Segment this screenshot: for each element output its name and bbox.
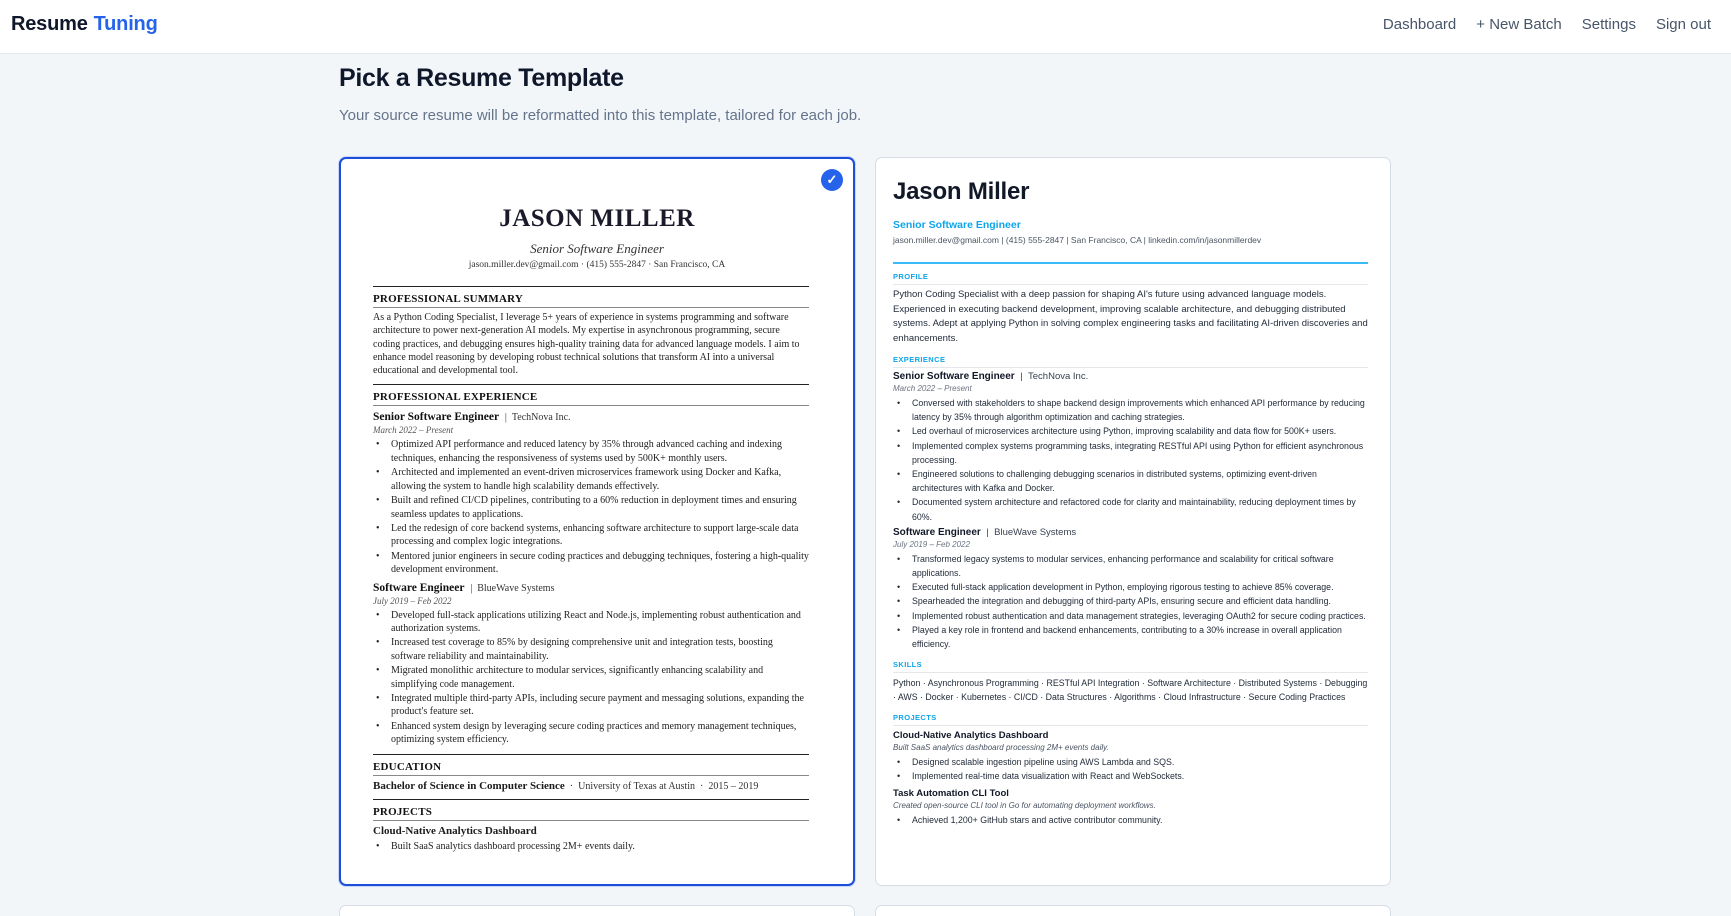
resume-body (373, 286, 809, 854)
job-title: Senior Software Engineer | TechNova Inc. (893, 371, 1089, 382)
page-title: Pick a Resume Template (339, 64, 624, 92)
list-item: • Led overhaul of microservices architecture using Python, improving scalability and data flow for 500K+ users. (893, 424, 1368, 438)
project-bullets (893, 813, 1368, 827)
list-item: • Documented system architecture and refactored code for clarity and maintainability, reducing deployment times by 60%. (893, 495, 1368, 523)
job-bullets (373, 609, 809, 747)
job-title: Software Engineer | BlueWave Systems (373, 581, 555, 594)
resume-contact: jason.miller.dev@gmail.com | (415) 555-2847 | San Francisco, CA | linkedin.com/in/jasonmillerdev (893, 235, 1262, 245)
template-card-4[interactable] (875, 905, 1391, 916)
template-card-3[interactable] (339, 905, 855, 916)
project-name: Task Automation CLI Tool (893, 787, 1009, 799)
list-item: • Implemented complex systems programming tasks, integrating RESTful API using Python for efficient asynchronous processing. (893, 439, 1368, 467)
list-item: • Built SaaS analytics dashboard processing 2M+ events daily. (373, 840, 809, 853)
list-item: • Played a key role in frontend and backend enhancements, contributing to a 30% increase in overall application efficiency. (893, 623, 1368, 651)
nav-new-batch-link[interactable]: + New Batch (1476, 16, 1562, 33)
skills-text: Python · Asynchronous Programming · RESTful API Integration · Software Architecture · Distributed Systems · Debugging · AWS · Docker · Kubernetes · CI/CD · Data Structures · Algorithms · Cloud Infrastructure · Secure Coding Practices (893, 678, 1368, 702)
project-bullets (893, 755, 1368, 783)
resume-role: Senior Software Engineer (530, 241, 664, 256)
list-item: • Mentored junior engineers in secure coding practices and debugging techniques, fostering a high-quality development environment. (373, 550, 809, 576)
education-entry: Bachelor of Science in Computer Science · University of Texas at Austin · 2015 – 2019 (373, 779, 759, 792)
job-bullets (893, 552, 1368, 651)
list-item: • Developed full-stack applications utilizing React and Node.js, implementing robust authentication and authorization systems. (373, 609, 809, 635)
job-dates: March 2022 – Present (893, 384, 972, 393)
resume-body (893, 272, 1368, 827)
brand-accent: Tuning (93, 13, 158, 35)
list-item: • Optimized API performance and reduced latency by 35% through advanced caching and indexing techniques, enhancing the responsiveness of systems used by 500K+ monthly users. (373, 438, 809, 464)
project-name: Cloud-Native Analytics Dashboard (893, 730, 1049, 742)
list-item: • Architected and implemented an event-driven microservices framework using Docker and Kafka, allowing the system to handle high scalability demands effectively. (373, 466, 809, 492)
job-title: Software Engineer | BlueWave Systems (893, 526, 1077, 538)
summary-heading: PROFESSIONAL SUMMARY (373, 286, 809, 308)
selected-check-icon: ✓ (821, 169, 843, 191)
page-subtitle: Your source resume will be reformatted into this template, tailored for each job. (339, 107, 862, 124)
template-card-classic[interactable] (339, 157, 855, 886)
job-bullets (373, 438, 809, 576)
profile-text: Python Coding Specialist with a deep passion for shaping AI's future using advanced language models. Experienced in executing backend development, improving scalable architecture, and debugging distributed systems. Adept at applying Python in solving complex engineering tasks and facilitating AI-driven discoveries and enhancements. (893, 289, 1368, 344)
resume-name: JASON MILLER (499, 205, 695, 232)
list-item: • Implemented robust authentication and data management strategies, leveraging OAuth2 for secure coding practices. (893, 609, 1368, 623)
job-dates: March 2022 – Present (373, 425, 454, 436)
list-item: • Increased test coverage to 85% by designing comprehensive unit and integration tests, boosting software reliability and maintainability. (373, 636, 809, 662)
projects-heading: PROJECTS (373, 799, 809, 821)
list-item: • Spearheaded the integration and debugging of third-party APIs, ensuring secure and efficient data handling. (893, 594, 1368, 608)
resume-contact: jason.miller.dev@gmail.com · (415) 555-2847 · San Francisco, CA (468, 260, 726, 270)
nav-dashboard-link[interactable]: Dashboard (1382, 16, 1457, 33)
list-item: • Designed scalable ingestion pipeline using AWS Lambda and SQS. (893, 755, 1368, 769)
list-item: • Achieved 1,200+ GitHub stars and active contributor community. (893, 813, 1368, 827)
nav-links (1383, 16, 1731, 33)
list-item: • Implemented real-time data visualization with React and WebSockets. (893, 769, 1368, 783)
project-description: Built SaaS analytics dashboard processing 2M+ events daily. (893, 743, 1109, 753)
education-heading: EDUCATION (373, 754, 809, 776)
list-item: • Enhanced system design by leveraging secure coding practices and memory management techniques, optimizing system efficiency. (373, 720, 809, 746)
list-item: • Integrated multiple third-party APIs, including secure payment and messaging solutions, expanding the product's feature set. (373, 692, 809, 718)
profile-heading: PROFILE (893, 272, 1368, 285)
experience-heading: PROFESSIONAL EXPERIENCE (373, 384, 809, 406)
job-title: Senior Software Engineer | TechNova Inc. (373, 411, 571, 424)
projects-heading: PROJECTS (893, 713, 1368, 726)
template-card-modern[interactable] (875, 157, 1391, 886)
brand-logo[interactable] (11, 13, 158, 36)
job-dates: July 2019 – Feb 2022 (373, 595, 452, 606)
project-bullets (373, 840, 809, 853)
experience-heading: EXPERIENCE (893, 355, 1368, 368)
list-item: • Executed full-stack application development in Python, employing rigorous testing to achieve 85% coverage. (893, 580, 1368, 594)
list-item: • Led the redesign of core backend systems, enhancing software architecture to support large-scale data processing and complex logic integrations. (373, 522, 809, 548)
job-bullets (893, 396, 1368, 524)
resume-role: Senior Software Engineer (893, 219, 1021, 231)
job-dates: July 2019 – Feb 2022 (893, 539, 970, 549)
nav-sign-out-link[interactable]: Sign out (1655, 16, 1711, 33)
list-item: • Engineered solutions to challenging debugging scenarios in distributed systems, optimizing event-driven architectures with Kafka and Docker. (893, 467, 1368, 495)
top-navbar (0, 0, 1731, 54)
brand-primary: Resume (11, 13, 88, 35)
skills-heading: SKILLS (893, 660, 1368, 673)
summary-text: As a Python Coding Specialist, I leverage 5+ years of experience in systems programming and software architecture to power next-generation AI models. My expertise in asynchronous programming, secure coding practices, and debugging ensures high-quality training data for advanced language models. I aim to enhance model reasoning by developing robust technical solutions that transform AI into a universal educational and developmental tool. (373, 312, 800, 377)
list-item: • Built and refined CI/CD pipelines, contributing to a 60% reduction in deployment times and ensuring seamless updates to applications. (373, 494, 809, 520)
list-item: • Conversed with stakeholders to shape backend design improvements which enhanced API performance by reducing latency by 35% through algorithm optimization and caching strategies. (893, 396, 1368, 424)
nav-settings-link[interactable]: Settings (1581, 16, 1636, 33)
project-name: Cloud-Native Analytics Dashboard (373, 824, 537, 837)
project-description: Created open-source CLI tool in Go for automating deployment workflows. (893, 800, 1156, 810)
header-divider (893, 262, 1368, 264)
list-item: • Migrated monolithic architecture to modular services, significantly enhancing scalability and simplifying code management. (373, 664, 809, 690)
resume-name: Jason Miller (893, 178, 1030, 205)
list-item: • Transformed legacy systems to modular services, enhancing performance and scalability for critical software applications. (893, 552, 1368, 580)
